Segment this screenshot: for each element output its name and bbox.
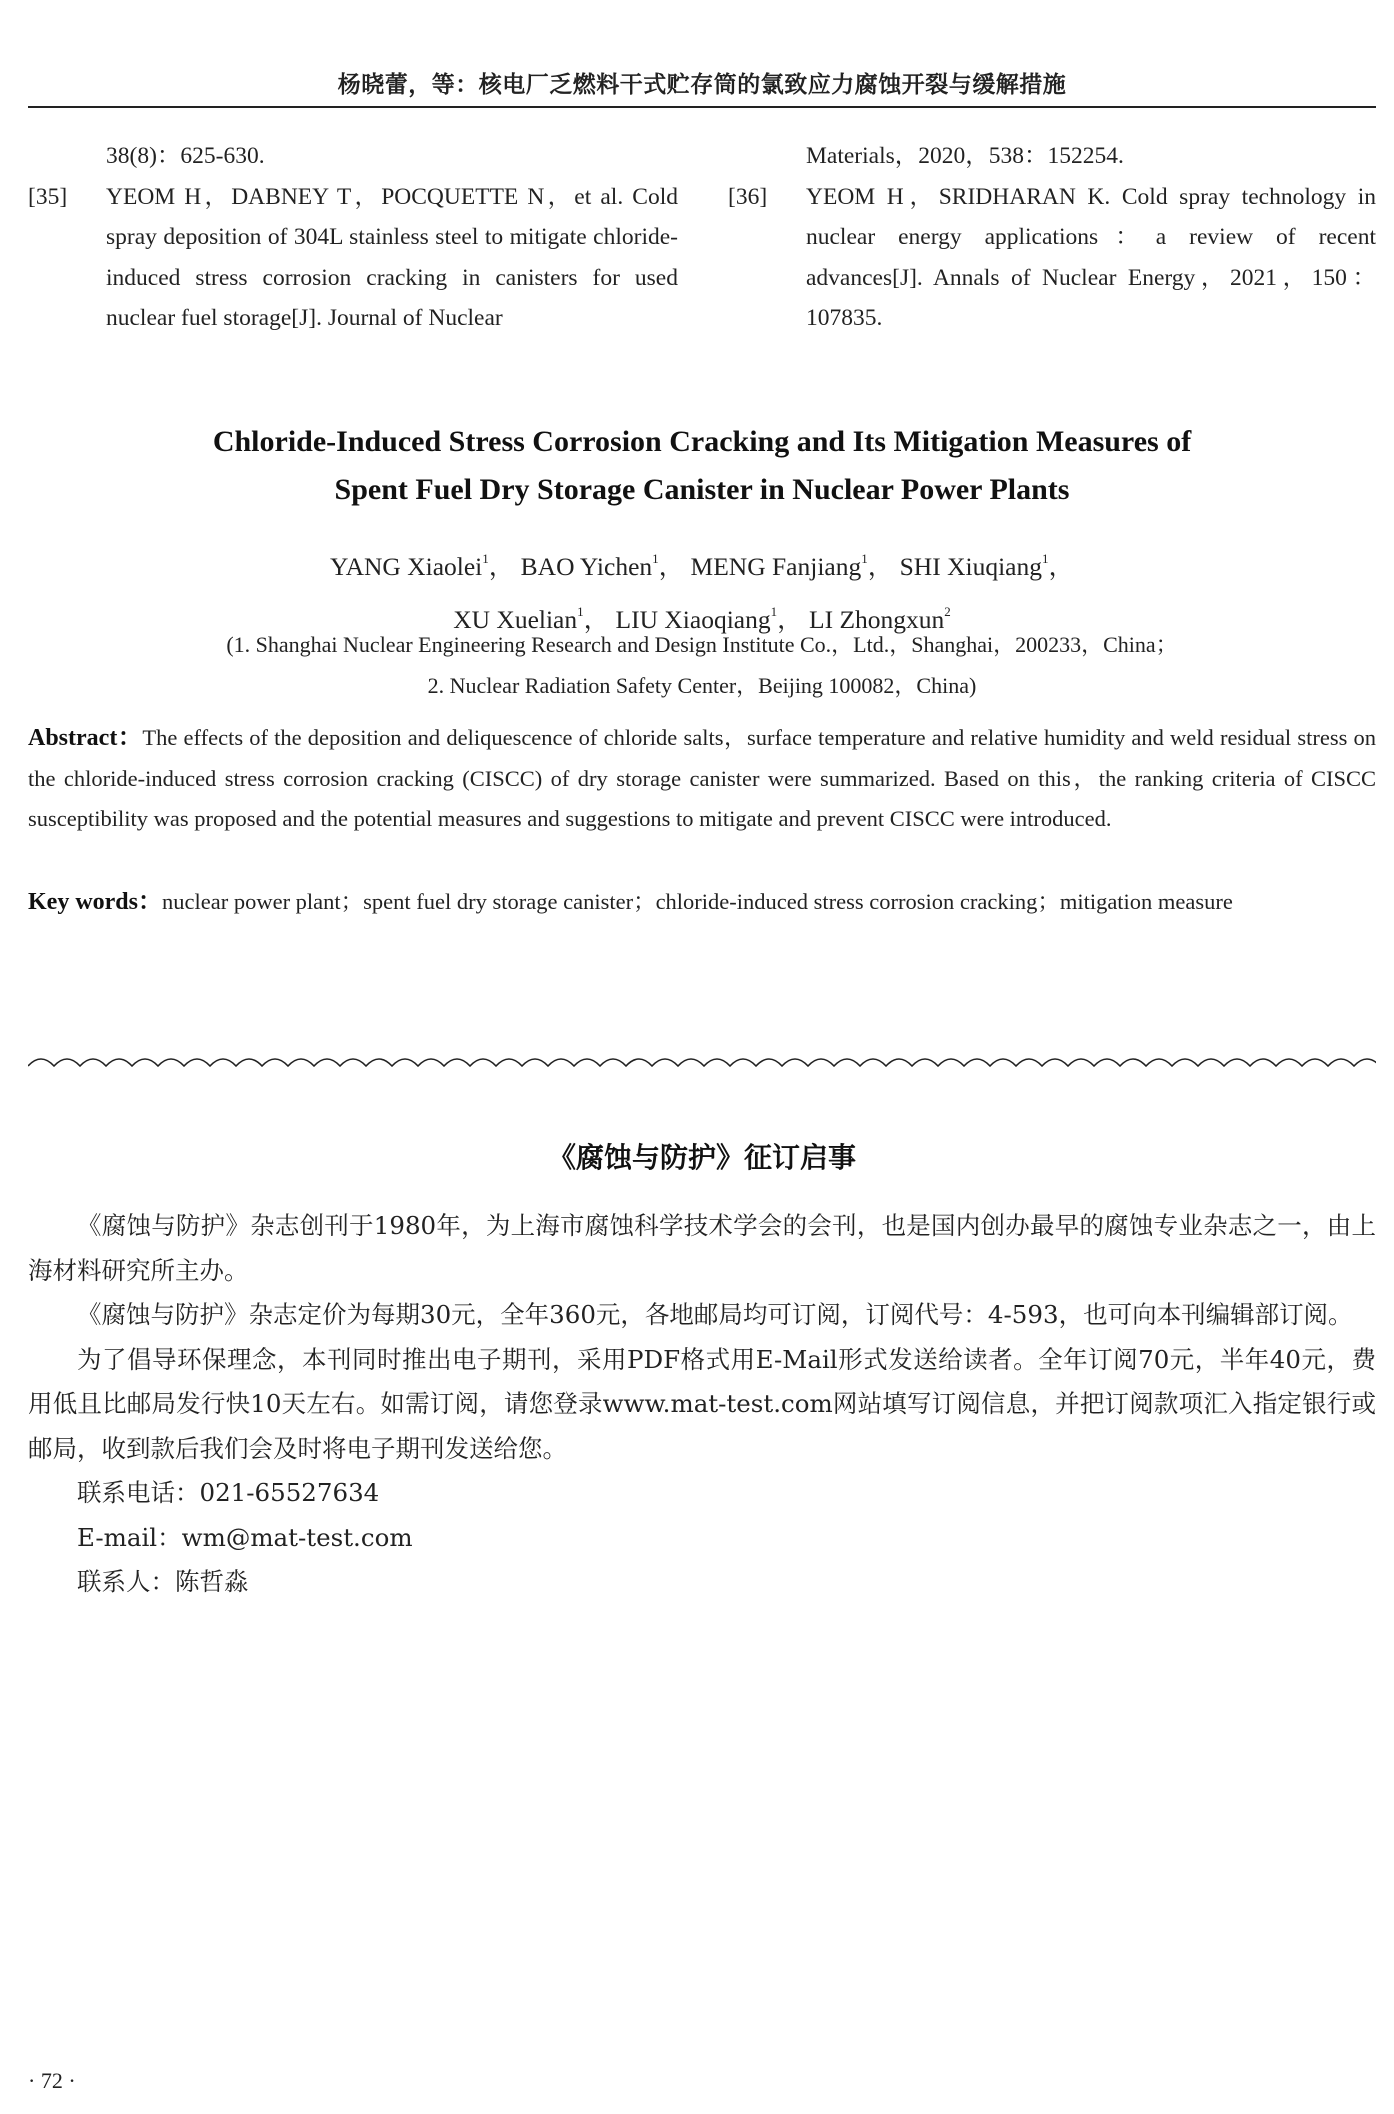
author-affiliation-mark: 1 [861, 551, 868, 566]
reference-column-right [728, 136, 1376, 339]
affiliations [28, 624, 1376, 706]
author-name: BAO Yichen [520, 552, 653, 581]
reference-35 [28, 177, 678, 339]
notice-paragraph-3: 为了倡导环保理念，本刊同时推出电子期刊，采用PDF格式用E-Mail形式发送给读者。全年订阅70元，半年40元，费用低且比邮局发行快10天左右。如需订阅，请您登录www.mat-test.com网站填写订阅信息，并把订阅款项汇入指定银行或邮局，收到款后我们会及时将电子期刊发送给您。 [28, 1344, 1376, 1463]
keywords-text: nuclear power plant；spent fuel dry storage canister；chloride-induced stress corrosion cracking；mitigation measure [162, 889, 1233, 914]
english-title-line-2: Spent Fuel Dry Storage Canister in Nuclear Power Plants [334, 473, 1070, 506]
author-name: LIU Xiaoqiang [615, 605, 771, 634]
abstract [28, 718, 1376, 840]
author-affiliation-mark: 2 [944, 604, 951, 619]
author-name: XU Xuelian [453, 605, 578, 634]
contact-email: E-mail：wm@mat-test.com [77, 1522, 413, 1552]
author-line-2: XU Xuelian$^1$， LIU Xiaoqiang$^1$， LI Zhongxun$^2$ [453, 604, 951, 634]
author-line-1: YANG Xiaolei$^1$， BAO Yichen$^1$， MENG Fanjiang$^1$， SHI Xiuqiang$^1$， [329, 551, 1075, 581]
running-header: 杨晓蕾，等：核电厂乏燃料干式贮存筒的氯致应力腐蚀开裂与缓解措施 [337, 72, 1067, 98]
header-rule [28, 106, 1376, 108]
reference-text: YEOM H，DABNEY T，POCQUETTE N，et al. Cold spray deposition of 304L stainless steel to mitigate chloride-induced stress corrosion cracking in canisters for used nuclear fuel storage[J]. Journal of Nuclear [106, 183, 678, 331]
author-name: MENG Fanjiang [690, 552, 862, 581]
author-affiliation-mark: 1 [652, 551, 659, 566]
abstract-text: The effects of the deposition and deliquescence of chloride salts，surface temperature and relative humidity and weld residual stress on the chloride-induced stress corrosion cracking (CISCC) of dry storage canister were summarized. Based on this，the ranking criteria of CISCC susceptibility was proposed and the potential measures and suggestions to mitigate and prevent CISCC were introduced. [28, 725, 1376, 831]
author-name: LI Zhongxun [809, 605, 945, 634]
english-title [28, 418, 1376, 514]
author-affiliation-mark: 1 [482, 551, 489, 566]
reference-number: [36] [728, 183, 768, 210]
english-title-line-1: Chloride-Induced Stress Corrosion Cracking and Its Mitigation Measures of [212, 425, 1192, 458]
wavy-divider [28, 1048, 1376, 1074]
author-name: SHI Xiuqiang [899, 552, 1042, 581]
author-affiliation-mark: 1 [577, 604, 584, 619]
reference-list [28, 136, 1376, 346]
author-affiliation-mark: 1 [770, 604, 778, 619]
keywords-label: Key words： [28, 889, 162, 915]
contact-phone: 联系电话：021-65527634 [77, 1478, 380, 1507]
author-affiliation-mark: 1 [1042, 551, 1049, 566]
notice-title: 《腐蚀与防护》征订启事 [547, 1141, 856, 1174]
page-number: · 72 · [28, 2068, 76, 2093]
keywords [28, 882, 1376, 923]
reference-text: YEOM H，SRIDHARAN K. Cold spray technology in nuclear energy applications：a review of recent advances[J]. Annals of Nuclear Energy，2021，150：107835. [806, 183, 1376, 331]
affiliation-line-2: 2. Nuclear Radiation Safety Center，Beijing 100082，China) [427, 673, 977, 698]
reference-column-left [28, 136, 678, 339]
author-name: YANG Xiaolei [329, 552, 483, 581]
affiliation-line-1: (1. Shanghai Nuclear Engineering Research and Design Institute Co.，Ltd.，Shanghai，200233，China； [226, 632, 1178, 657]
reference-36 [728, 177, 1376, 339]
reference-continuation: 38(8)：625-630. [106, 143, 265, 169]
notice-paragraph-1: 《腐蚀与防护》杂志创刊于1980年，为上海市腐蚀科学技术学会的会刊，也是国内创办最早的腐蚀专业杂志之一，由上海材料研究所主办。 [28, 1211, 1376, 1285]
notice-paragraph-2: 《腐蚀与防护》杂志定价为每期30元，全年360元，各地邮局均可订阅，订阅代号：4-593，也可向本刊编辑部订阅。 [77, 1300, 1353, 1329]
abstract-label: Abstract： [28, 725, 143, 751]
subscription-notice [28, 1204, 1376, 1605]
reference-continuation: Materials，2020，538：152254. [806, 143, 1124, 169]
reference-number: [35] [28, 183, 68, 210]
contact-person: 联系人：陈哲淼 [77, 1567, 249, 1596]
